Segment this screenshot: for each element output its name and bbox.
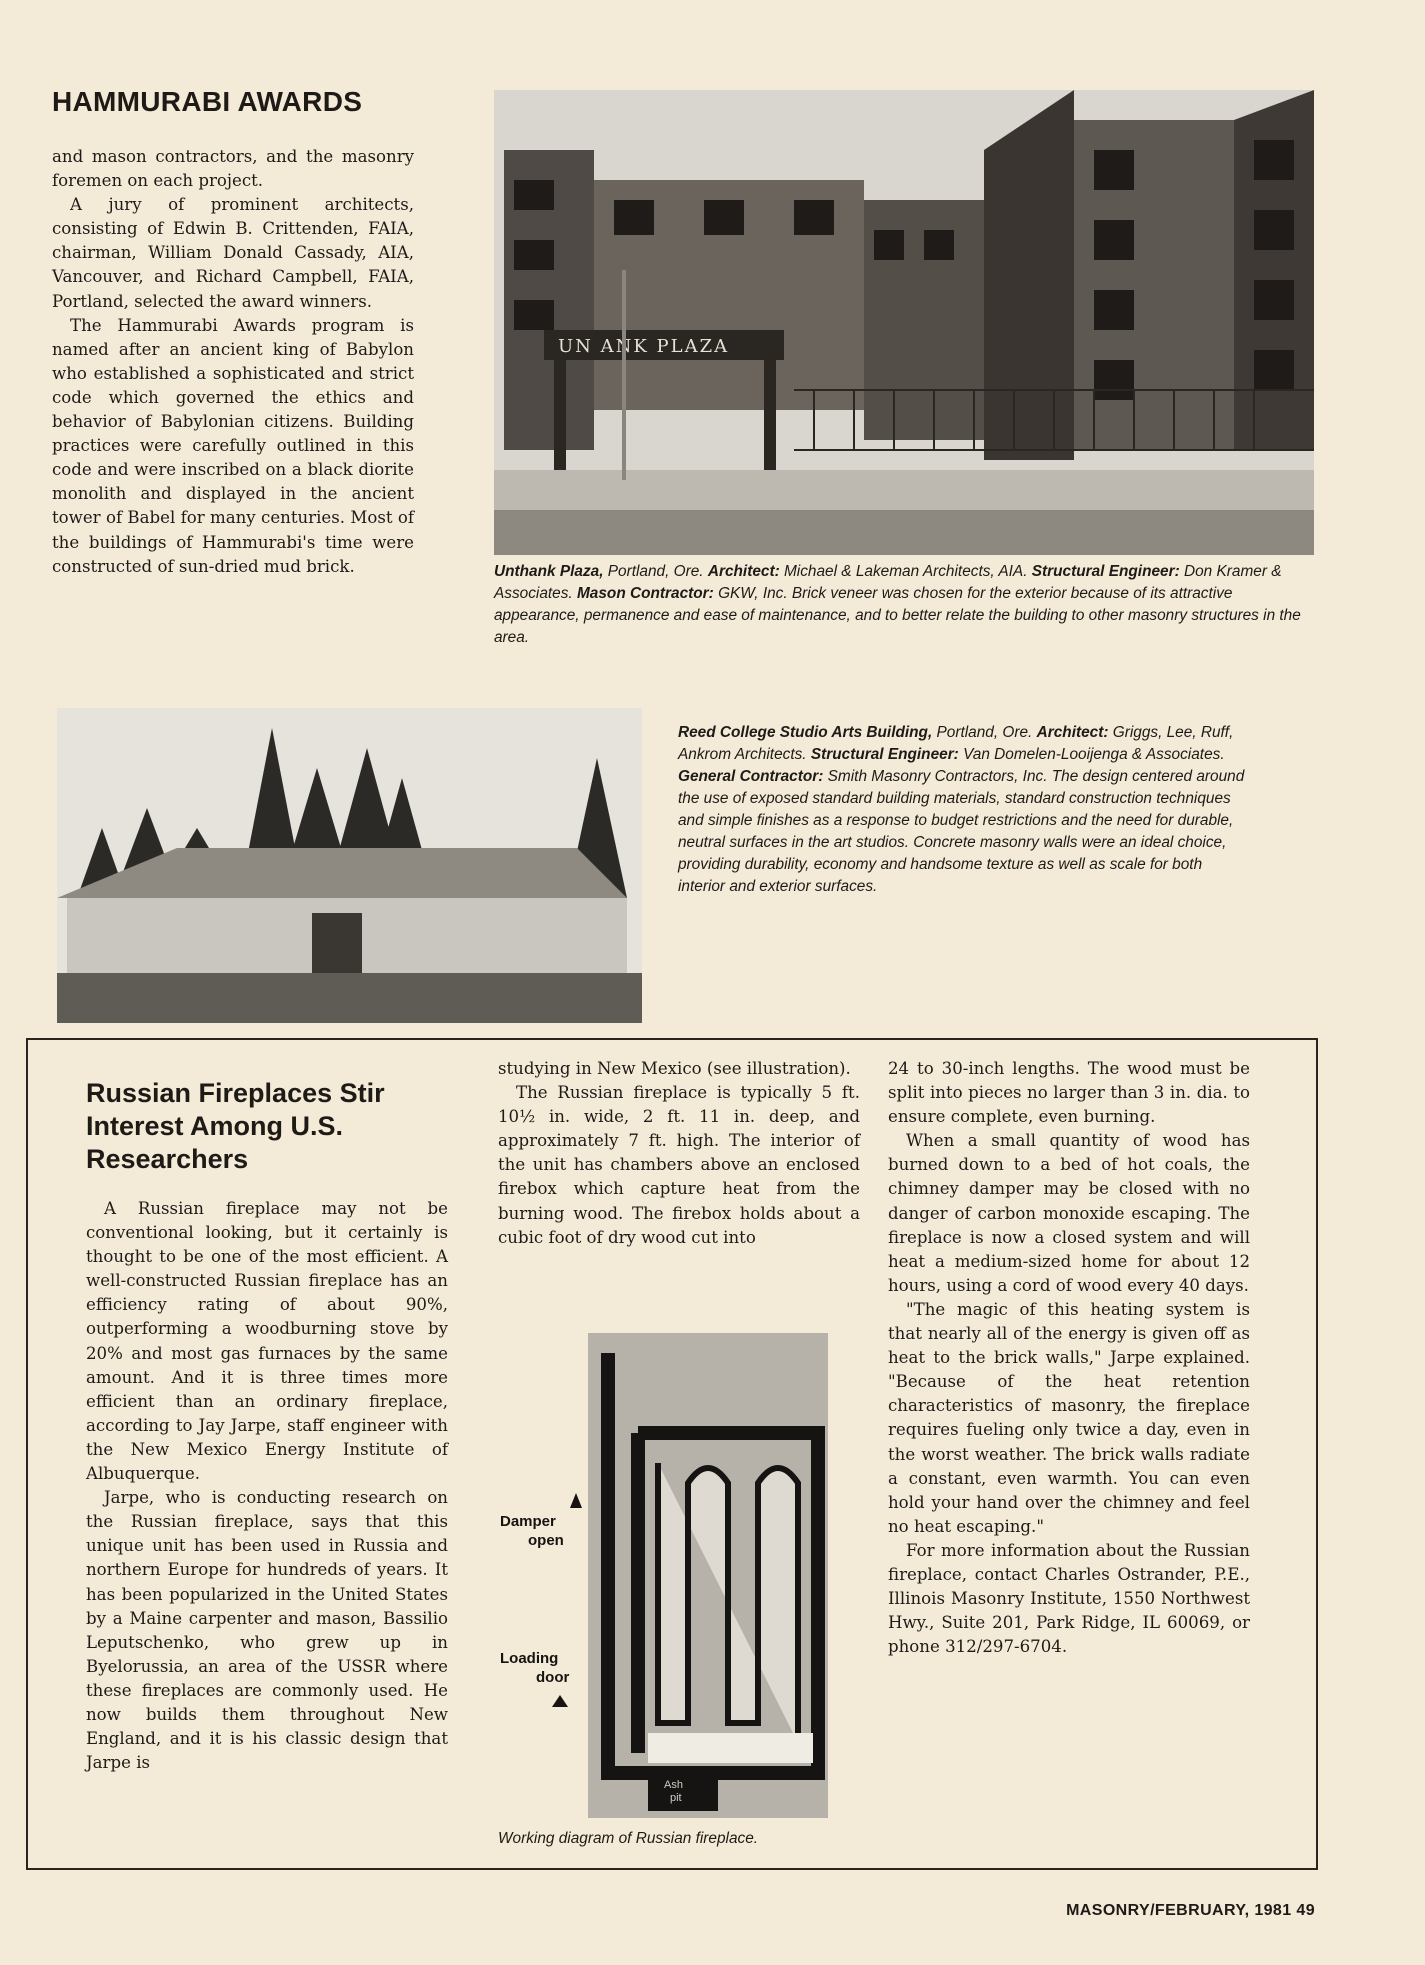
caption-text: Don Kramer & Associates. xyxy=(494,563,1282,602)
sidebar-column-1 xyxy=(86,1197,448,1775)
paragraph: Jarpe, who is conducting research on the Russian fireplace, says that this unique unit has been used in Russia and northern Europe for hundreds of years. It has been popularized in the United States by a Maine carpenter and mason, Bassilio Leputschenko, who grew up in Byelorussia, an area of the USSR where these fireplaces are commonly used. He now builds them throughout New England, and it is his classic design that Jarpe is xyxy=(86,1488,448,1773)
loading-label-line1: Loading xyxy=(500,1650,559,1667)
top-article-column xyxy=(52,145,414,579)
caption-text: Portland, Ore. xyxy=(603,563,708,580)
diagram-caption: Working diagram of Russian fireplace. xyxy=(498,1830,759,1847)
ash-label-line2: pit xyxy=(670,1792,682,1804)
paragraph: studying in New Mexico (see illustration). xyxy=(498,1059,851,1078)
caption-label: Architect: xyxy=(1036,724,1109,741)
caption-text: Van Domelen-Looijenga & Associates. xyxy=(958,746,1225,763)
caption-title: Unthank Plaza, xyxy=(494,563,604,580)
caption-label: Architect: xyxy=(707,563,780,580)
sidebar-title: Russian Fireplaces Stir Interest Among U.S. Researchers xyxy=(86,1078,385,1174)
reed-college-illustration xyxy=(57,708,642,1023)
paragraph: "The magic of this heating system is that nearly all of the energy is given off as heat to the brick walls," Jarpe explained. "Because of the heat retention characteristics of masonry, the fireplace requires fueling only twice a day, even in the worst weather. The brick walls radiate a constant, even warmth. You can even hold your hand over the chimney and feel no heat escaping." xyxy=(888,1299,1250,1536)
loading-arrow-icon xyxy=(552,1695,568,1707)
paragraph: 24 to 30-inch lengths. The wood must be split into pieces no larger than 3 in. dia. to ensure complete, even burning. xyxy=(888,1059,1250,1127)
damper-label-line1: Damper xyxy=(500,1513,556,1530)
fireplace-diagram xyxy=(498,1333,863,1823)
caption-title: Reed College Studio Arts Building, xyxy=(678,724,933,741)
reed-college-photo xyxy=(57,708,642,1023)
paragraph: and mason contractors, and the masonry foremen on each project. xyxy=(52,147,414,191)
page-footer xyxy=(1066,1902,1315,1920)
paragraph: A jury of prominent architects, consisting of Edwin B. Crittenden, FAIA, chairman, William Donald Cassady, AIA, Vancouver, and Richard Campbell, FAIA, Portland, selected the award winners. xyxy=(52,195,414,311)
caption-text: Griggs, Lee, Ruff, Ankrom Architects. xyxy=(678,724,1234,763)
caption-text: Smith Masonry Contractors, Inc. The design centered around the use of exposed standard building materials, standard construction techniques and simple finishes as a response to budget restrictions and the need for durable, neutral surfaces in the art studios. Concrete masonry walls were an ideal choice, providing durability, economy and handsome texture as well as scale for both interior and exterior surfaces. xyxy=(678,768,1245,895)
publication-name: MASONRY/FEBRUARY, 1981 xyxy=(1066,1902,1292,1919)
sidebar-column-2 xyxy=(498,1057,860,1250)
fireplace-diagram-graphic xyxy=(498,1333,863,1823)
loading-label-line2: door xyxy=(536,1669,570,1686)
caption-label: Structural Engineer: xyxy=(1031,563,1180,580)
ash-label-line1: Ash xyxy=(664,1779,683,1791)
paragraph: The Hammurabi Awards program is named after an ancient king of Babylon who established a sophisticated and strict code which governed the ethics and behavior of Babylonian citizens. Building practices were carefully outlined in this code and were inscribed on a black diorite monolith and displayed in the ancient tower of Babel for many centuries. Most of the buildings of Hammurabi's time were constructed of sun-dried mud brick. xyxy=(52,315,414,576)
unthank-plaza-caption xyxy=(494,561,1309,649)
plaza-sign-text: UN ANK PLAZA xyxy=(558,336,730,357)
reed-college-caption xyxy=(678,722,1248,898)
caption-label: General Contractor: xyxy=(678,768,824,785)
damper-arrow-icon xyxy=(570,1493,582,1508)
paragraph: The Russian fireplace is typically 5 ft. 10½ in. wide, 2 ft. 11 in. deep, and approximately 7 ft. high. The interior of the unit has chambers above an enclosed firebox which capture heat from the burning wood. The firebox holds about a cubic foot of dry wood cut into xyxy=(498,1083,860,1247)
page-number: 49 xyxy=(1296,1902,1315,1919)
caption-label: Mason Contractor: xyxy=(576,585,714,602)
paragraph: For more information about the Russian fireplace, contact Charles Ostrander, P.E., Illinois Masonry Institute, 1550 Northwest Hwy., Suite 201, Park Ridge, IL 60069, or phone 312/297-6704. xyxy=(888,1540,1250,1657)
caption-text: GKW, Inc. Brick veneer was chosen for the exterior because of its attractive appearance, permanence and ease of maintenance, and to better relate the building to other masonry structures in the area. xyxy=(494,585,1301,646)
caption-text: Portland, Ore. xyxy=(932,724,1037,741)
caption-text: Michael & Lakeman Architects, AIA. xyxy=(779,563,1032,580)
caption-label: Structural Engineer: xyxy=(810,746,959,763)
unthank-plaza-illustration xyxy=(494,90,1314,555)
damper-label-line2: open xyxy=(528,1532,564,1549)
sidebar-column-3 xyxy=(888,1057,1250,1659)
paragraph: A Russian fireplace may not be conventional looking, but it certainly is thought to be one of the most efficient. A well-constructed Russian fireplace has an efficiency rating of about 90%, outperforming a woodburning stove by 20% and most gas furnaces by the same amount. And it is three times more efficient than an ordinary fireplace, according to Jay Jarpe, staff engineer with the New Mexico Energy Institute of Albuquerque. xyxy=(86,1199,448,1484)
paragraph: When a small quantity of wood has burned down to a bed of hot coals, the chimney damper may be closed with no danger of carbon monoxide escaping. The fireplace is now a closed system and will heat a medium-sized home for about 12 hours, using a cord of wood every 40 days. xyxy=(888,1131,1250,1295)
section-title: HAMMURABI AWARDS xyxy=(52,86,363,117)
unthank-plaza-photo xyxy=(494,90,1314,555)
